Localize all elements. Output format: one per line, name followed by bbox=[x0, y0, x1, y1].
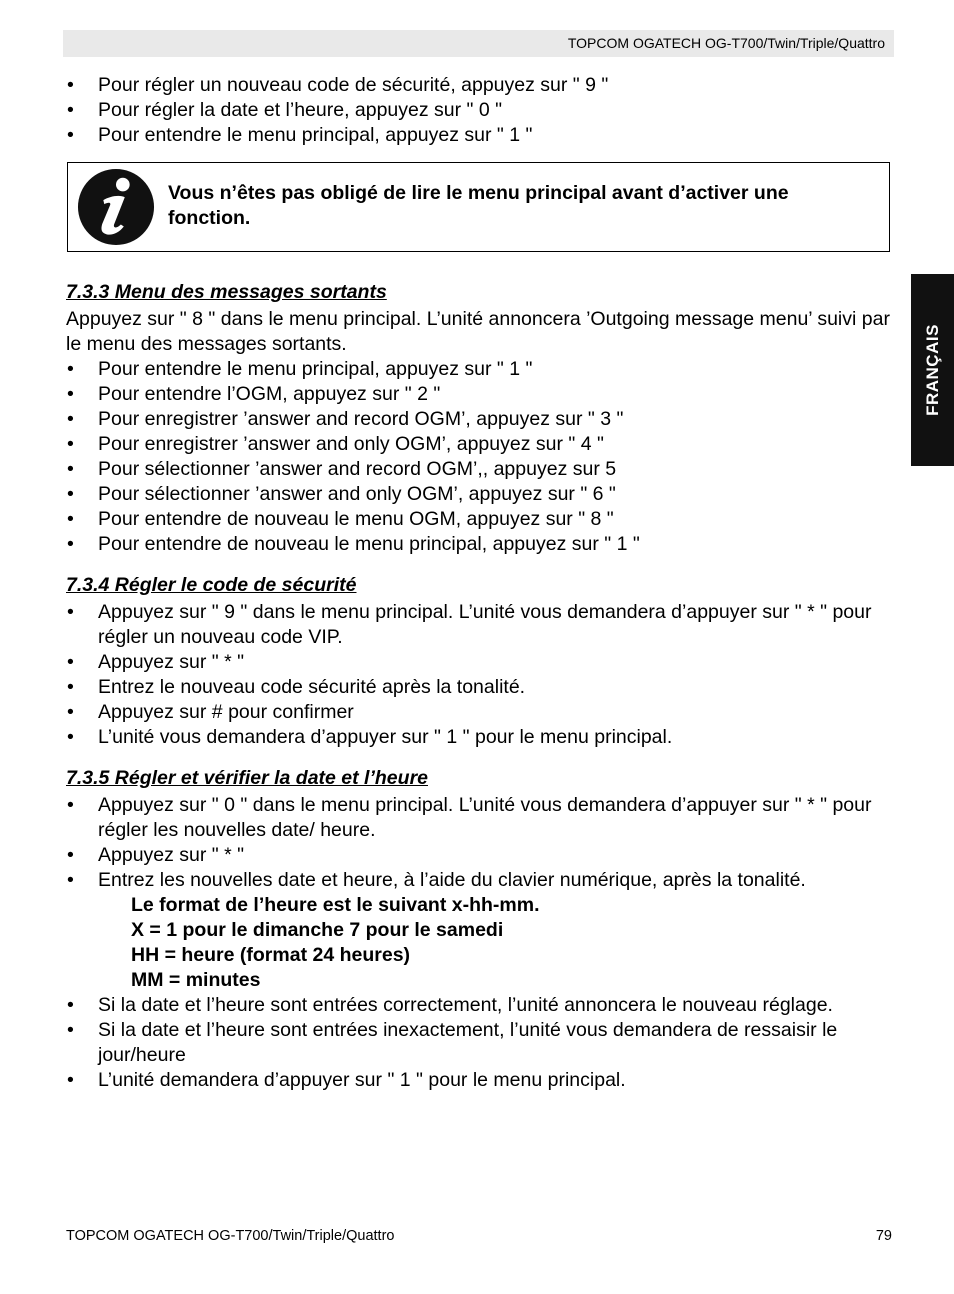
section-733-intro: Appuyez sur " 8 " dans le menu principal. L’unité annoncera ’Outgoing message menu’ suivi par le menu des messages sortants. bbox=[66, 308, 890, 355]
format-line: HH = heure (format 24 heures) bbox=[131, 944, 411, 966]
language-tab bbox=[911, 274, 954, 466]
section-735-list-after bbox=[66, 993, 892, 1093]
list-item: • L’unité vous demandera d’appuyer sur " 1 " pour le menu principal. bbox=[66, 725, 892, 750]
list-item: • Pour entendre l’OGM, appuyez sur " 2 " bbox=[66, 382, 892, 407]
time-format-block bbox=[66, 893, 892, 993]
list-item: • Pour régler un nouveau code de sécurité, appuyez sur " 9 " bbox=[66, 73, 892, 98]
list-item: • Appuyez sur # pour confirmer bbox=[66, 700, 892, 725]
info-note-box bbox=[67, 162, 890, 252]
section-title-734: 7.3.4 Régler le code de sécurité bbox=[66, 574, 357, 596]
list-item: • Pour entendre de nouveau le menu principal, appuyez sur " 1 " bbox=[66, 532, 892, 557]
list-item: • Pour enregistrer ’answer and record OGM’, appuyez sur " 3 " bbox=[66, 407, 892, 432]
format-line: MM = minutes bbox=[131, 969, 261, 991]
list-item: • Pour entendre le menu principal, appuyez sur " 1 " bbox=[66, 123, 892, 148]
page-number: 79 bbox=[875, 1228, 892, 1244]
language-tab-label: FRANÇAIS bbox=[922, 324, 942, 416]
section-title-733: 7.3.3 Menu des messages sortants bbox=[66, 281, 387, 303]
page-header bbox=[63, 30, 894, 57]
list-item: • Entrez le nouveau code sécurité après la tonalité. bbox=[66, 675, 892, 700]
list-item: • L’unité demandera d’appuyer sur " 1 " pour le menu principal. bbox=[66, 1068, 892, 1093]
list-item: • Appuyez sur " 9 " dans le menu principal. L’unité vous demandera d’appuyer sur " * " pour régler un nouveau code VIP. bbox=[66, 600, 892, 650]
list-item: • Appuyez sur " * " bbox=[66, 650, 892, 675]
list-item: • Pour enregistrer ’answer and only OGM’, appuyez sur " 4 " bbox=[66, 432, 892, 457]
section-733-list bbox=[66, 357, 892, 557]
info-icon bbox=[77, 168, 155, 246]
list-item: • Entrez les nouvelles date et heure, à l’aide du clavier numérique, après la tonalité. bbox=[66, 868, 892, 893]
section-734-list bbox=[66, 600, 892, 750]
intro-list bbox=[66, 73, 892, 148]
list-item: • Pour régler la date et l’heure, appuyez sur " 0 " bbox=[66, 98, 892, 123]
section-735-list-before bbox=[66, 793, 892, 893]
note-text: Vous n’êtes pas obligé de lire le menu principal avant d’activer une fonction. bbox=[168, 182, 789, 229]
section-title-735: 7.3.5 Régler et vérifier la date et l’heure bbox=[66, 767, 428, 789]
footer-title: TOPCOM OGATECH OG-T700/Twin/Triple/Quattro bbox=[66, 1228, 395, 1244]
header-title: TOPCOM OGATECH OG-T700/Twin/Triple/Quattro bbox=[567, 35, 885, 51]
list-item: • Pour sélectionner ’answer and record OGM’,, appuyez sur 5 bbox=[66, 457, 892, 482]
list-item: • Si la date et l’heure sont entrées inexactement, l’unité vous demandera de ressaisir le jour/heure bbox=[66, 1018, 892, 1068]
list-item: • Pour entendre de nouveau le menu OGM, appuyez sur " 8 " bbox=[66, 507, 892, 532]
list-item: • Pour sélectionner ’answer and only OGM’, appuyez sur " 6 " bbox=[66, 482, 892, 507]
list-item: • Pour entendre le menu principal, appuyez sur " 1 " bbox=[66, 357, 892, 382]
format-line: X = 1 pour le dimanche 7 pour le samedi bbox=[131, 919, 504, 941]
page-content bbox=[66, 73, 892, 1093]
format-line: Le format de l’heure est le suivant x-hh-mm. bbox=[131, 894, 540, 916]
list-item: • Appuyez sur " * " bbox=[66, 843, 892, 868]
list-item: • Si la date et l’heure sont entrées correctement, l’unité annoncera le nouveau réglage. bbox=[66, 993, 892, 1018]
list-item: • Appuyez sur " 0 " dans le menu principal. L’unité vous demandera d’appuyer sur " * " pour régler les nouvelles date/ heure. bbox=[66, 793, 892, 843]
